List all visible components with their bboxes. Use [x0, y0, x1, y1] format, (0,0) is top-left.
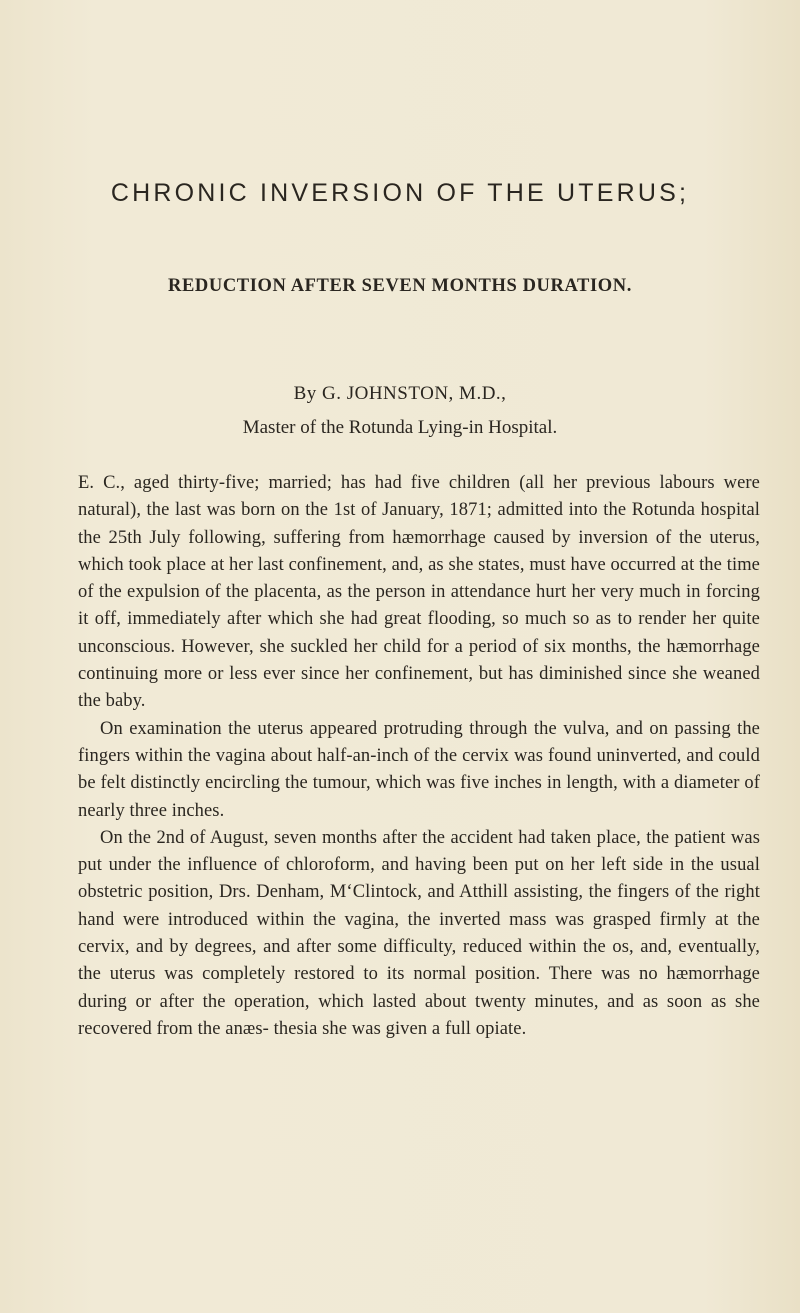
paragraph-case-history: E. C., aged thirty-five; married; has had five children (all her previous labours were natural), the last was born on the 1st of January, 1871; admitted into the Rotunda hospital the 25th July following, suffering from hæmorrhage caused by inversion of the uterus, which took place at her last confinement, and, as she states, must have occurred at the time of the expulsion of the placenta, as the person in attendance hurt her very much in forcing it off, immediately after which she had great flooding, so much so as to render her quite unconscious. However, she suckled her child for a period of six months, the hæmorrhage continuing more or less ever since her confinement, but has diminished since she weaned the baby. — [78, 473, 760, 712]
article-subtitle: REDUCTION AFTER SEVEN MONTHS DURATION. — [168, 276, 632, 296]
author-name: G. JOHNSTON, M.D., — [322, 383, 507, 404]
article-title: CHRONIC INVERSION OF THE UTERUS; — [110, 179, 690, 207]
article-body — [78, 470, 760, 1043]
paragraph-operation: On the 2nd of August, seven months after the accident had taken place, the patient was put under the influence of chloroform, and having been put on her left side in the usual obstetric position, Drs. Denham, M‘Clintock, and Atthill assisting, the fingers of the right hand were introduced within the vagina, the inverted mass was grasped firmly at the cervix, and by degrees, and after some difficulty, reduced within the os, and, eventually, the uterus was completely restored to its normal position. There was no hæmorrhage during or after the operation, which lasted about twenty minutes, and as soon as she recovered from the anæs- thesia she was given a full opiate. — [78, 827, 760, 1039]
author-line — [0, 382, 800, 406]
author-affiliation: Master of the Rotunda Lying-in Hospital. — [242, 417, 558, 438]
paragraph-examination: On examination the uterus appeared protruding through the vulva, and on passing the fingers within the vagina about half-an-inch of the cervix was found uninverted, and could be felt distinctly encircling the tumour, which was five inches in length, with a diameter of nearly three inches. — [78, 718, 760, 821]
byline-prefix: By — [293, 383, 317, 404]
